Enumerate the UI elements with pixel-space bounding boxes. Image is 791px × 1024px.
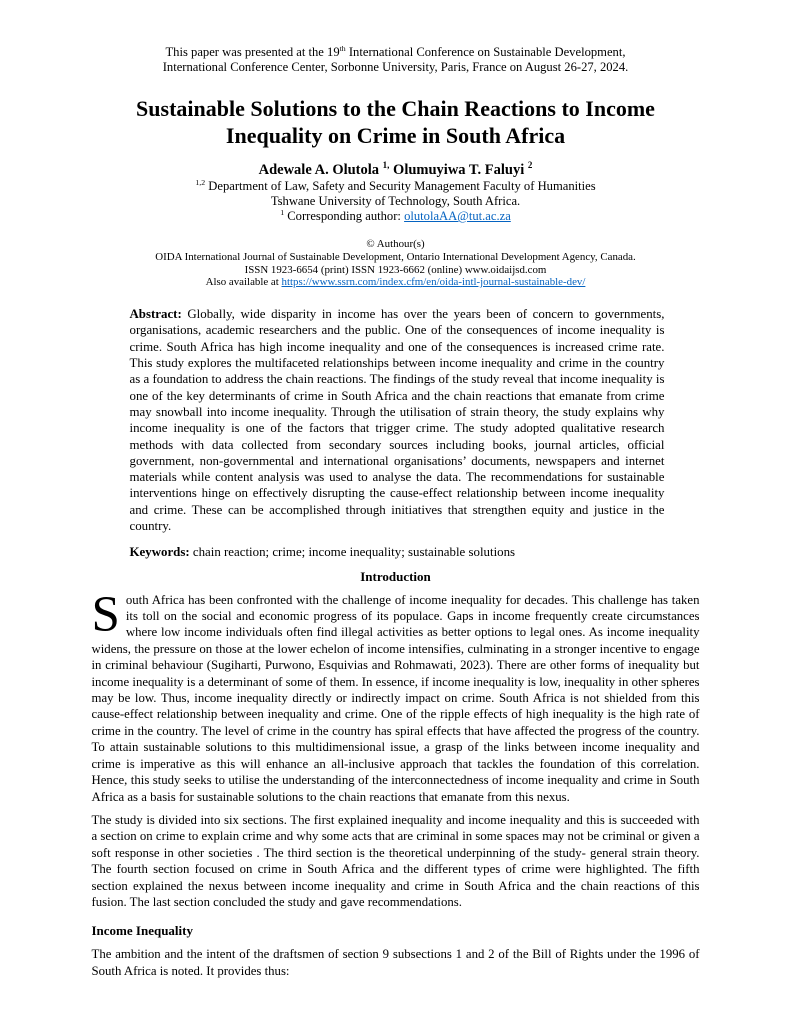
abstract-label: Abstract: [129,307,182,322]
journal-imprint [92,238,700,289]
corresponding-author-superscript: 1 [280,207,285,217]
page-title-line2: Inequality on Crime in South Africa [225,123,566,148]
keywords-text: chain reaction; crime; income inequality; sustainable solutions [189,545,516,560]
income-inequality-heading: Income Inequality [91,923,193,939]
page-title-line1: Sustainable Solutions to the Chain Reactions to Income [136,96,655,121]
conference-note [126,45,666,75]
corresponding-author-label: Corresponding author: [284,209,405,223]
page-title [92,95,700,149]
conference-note-line1: This paper was presented at the 19th International Conference on Sustainable Development, [165,43,626,59]
introduction-paragraph-2: The study is divided into six sections. The first explained inequality and income inequality and this is succeeded with a section on crime to explain crime and why some acts that are criminal in some spaces may not be criminal or given a soft response in other societies . The third section is the theoretical underpinning of the study- general strain theory. The fourth section focused on crime in South Africa and the different types of crime were highlighted. The fifth section explained the nexus between income inequality and crime in South Africa and the chain reactions of this fusion. The last section concluded the study and gave recommendations. [91,812,700,909]
affiliation-superscript: 1,2 [195,177,206,187]
availability-line [92,276,700,289]
keywords-label: Keywords: [129,545,190,560]
abstract-text: Globally, wide disparity in income has over the years been of concern to governments, organisations, academic researchers and the public. One of the consequences of income inequality is crime. South Africa has high income inequality and one of the consequences is increased crime rate. This study explores the multifaceted relationships between income inequality and crime in the country as a foundation to address the chain reactions. The findings of the study reveal that income inequality is one of the key determinants of crime in South Africa and the chain reactions that emanate from crime may snowball into income inequality. Through the utilisation of strain theory, the study explains why income inequality is one of the factors that trigger crime. The study adopted qualitative research methods with data collected from secondary sources including books, journal articles, official government, non-governmental and international organisations’ documents, newspapers and internet materials while content analysis was used to analyse the data. The recommendations for sustainable interventions hinge on effectively disrupting the cause-effect relationship between income inequality and crime. These can be accomplished through initiatives that strengthen equity and justice in the country. [129,307,665,534]
drop-cap: S [91,586,120,643]
author-1-superscript: 1, [382,160,390,171]
affiliation-university: Tshwane University of Technology, South Africa. [270,194,521,208]
introduction-paragraph-1-text: outh Africa has been confronted with the challenge of income inequality for decades. This challenge has taken its toll on the social and economic progress of its populace. Gaps in income frequently create circumstances where low income individuals often find illegal activities as better options to legal ones. As income inequality widens, the pressure on those at the lower echelon of income intensifies, culminating in a stronger incentive to engage in criminal behaviour (Sugiharti, Purwono, Esquivias and Rohmawati, 2023). There are other forms of inequality but income inequality is a determinant of some of them. In essence, if income inequality is low, inequality in other spheres may be low. Thus, income inequality directly or indirectly impact on crime. South Africa is not shielded from this cause-effect relationship between inequality and crime. One of the ripple effects of high inequality is the high rate of crime in the country. The level of crime in the country has spiral effects that have affected the progress of the country. To attain sustainable solutions to this multidimensional issue, a grasp of the links between income inequality and crime is imperative as this will enhance an all-inclusive approach that tackles the foundation of this correlation. Hence, this study seeks to utilise the understanding of the interconnectedness of income inequality and crime in South Africa as a basis for sustainable solutions to the chain reactions that emanate from this nexus. [91,592,700,804]
corresponding-author-email-link[interactable]: olutolaAA@tut.ac.za [404,209,511,223]
journal-url-link[interactable]: https://www.ssrn.com/index.cfm/en/oida-intl-journal-sustainable-dev/ [281,276,586,289]
abstract [130,306,665,534]
author-2: Olumuyiwa T. Faluyi [389,162,528,178]
affiliation-department: $^{1,2}$ Department of Law, Safety and Security Management Faculty of Humanities [195,177,596,193]
conference-note-line2: International Conference Center, Sorbonne University, Paris, France on August 26-27, 2024. [162,60,629,74]
income-inequality-paragraph-1: The ambition and the intent of the draftsmen of section 9 subsections 1 and 2 of the Bill of Rights under the 1996 of South Africa is noted. It provides thus: [91,947,700,978]
copyright-line: © Authour(s) [366,238,425,250]
introduction-paragraph-1 [91,586,700,805]
paper-content [92,0,700,979]
issn-line: ISSN 1923-6654 (print) ISSN 1923-6662 (online) www.oidaijsd.com [244,263,547,276]
keywords [130,544,665,560]
author-2-superscript: 2 [527,160,533,171]
author-1: Adewale A. Olutola [258,162,383,178]
corresponding-author-line [92,209,700,224]
superscript-th: th [339,43,346,53]
journal-line: OIDA International Journal of Sustainable Development, Ontario International Development Agency, Canada. [155,250,636,263]
introduction-heading: Introduction [360,568,431,584]
authors [92,161,700,179]
availability-prefix: Also available at [205,276,282,289]
